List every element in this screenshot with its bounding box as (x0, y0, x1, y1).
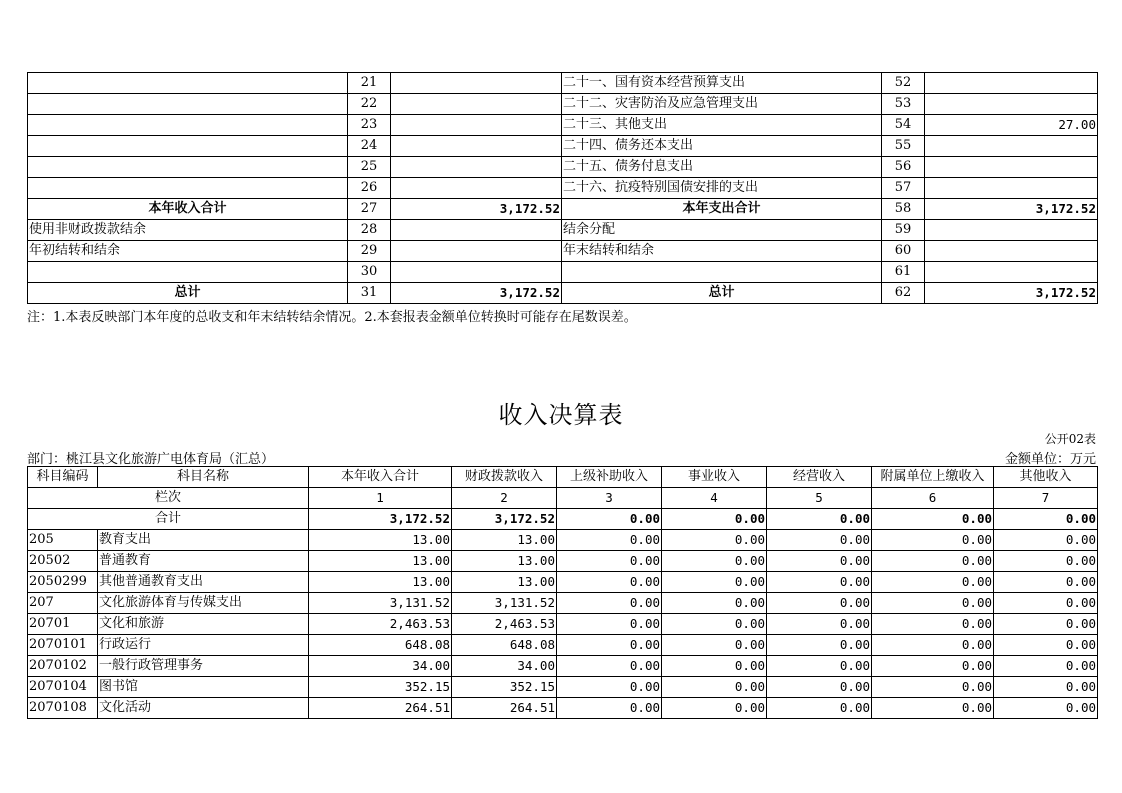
summary-row (28, 220, 1098, 241)
amount-cell: 0.00 (557, 572, 662, 593)
amount-cell: 0.00 (557, 530, 662, 551)
amount-cell: 0.00 (767, 572, 872, 593)
right-amount (925, 220, 1098, 241)
left-row-number: 25 (348, 157, 391, 178)
left-row-number: 23 (348, 115, 391, 136)
header-row (28, 467, 1098, 488)
amount-cell: 0.00 (767, 530, 872, 551)
account-name: 文化旅游体育与传媒支出 (98, 593, 309, 614)
left-amount (391, 94, 562, 115)
right-item-label: 总计 (562, 283, 882, 304)
amount-cell: 0.00 (994, 530, 1098, 551)
account-code: 207 (28, 593, 98, 614)
table-row (28, 635, 1098, 656)
amount-cell: 13.00 (309, 530, 452, 551)
table-note: 注：1.本表反映部门本年度的总收支和年末结转结余情况。2.本套报表金额单位转换时可能存在尾数误差。 (27, 310, 637, 325)
summary-row (28, 136, 1098, 157)
amount-cell: 0.00 (767, 614, 872, 635)
header-cell: 附属单位上缴收入 (872, 467, 994, 488)
right-item-label: 结余分配 (562, 220, 882, 241)
amount-cell: 0.00 (994, 677, 1098, 698)
right-amount: 3,172.52 (925, 283, 1098, 304)
right-row-number: 54 (882, 115, 925, 136)
summary-row (28, 283, 1098, 304)
summary-row (28, 178, 1098, 199)
left-row-number: 24 (348, 136, 391, 157)
header-cell: 财政拨款收入 (452, 467, 557, 488)
left-amount: 3,172.52 (391, 199, 562, 220)
left-amount (391, 136, 562, 157)
left-row-number: 21 (348, 73, 391, 94)
left-row-number: 27 (348, 199, 391, 220)
total-row (28, 509, 1098, 530)
left-row-number: 30 (348, 262, 391, 283)
amount-cell: 0.00 (557, 698, 662, 719)
amount-cell: 0.00 (872, 677, 994, 698)
header-cell: 科目名称 (98, 467, 309, 488)
income-expense-summary-table (27, 72, 1098, 304)
right-item-label (562, 262, 882, 283)
right-amount (925, 94, 1098, 115)
left-item-label (28, 115, 348, 136)
index-cell: 6 (872, 488, 994, 509)
header-cell: 事业收入 (662, 467, 767, 488)
amount-cell: 0.00 (557, 677, 662, 698)
right-row-number: 55 (882, 136, 925, 157)
table-row (28, 593, 1098, 614)
total-label: 合计 (28, 509, 309, 530)
summary-row (28, 73, 1098, 94)
amount-cell: 34.00 (452, 656, 557, 677)
right-amount (925, 73, 1098, 94)
table-row (28, 551, 1098, 572)
left-item-label (28, 94, 348, 115)
account-code: 2070108 (28, 698, 98, 719)
index-cell: 2 (452, 488, 557, 509)
left-amount (391, 220, 562, 241)
account-name: 一般行政管理事务 (98, 656, 309, 677)
table-row (28, 572, 1098, 593)
account-code: 20502 (28, 551, 98, 572)
amount-cell: 0.00 (994, 551, 1098, 572)
amount-cell: 0.00 (662, 656, 767, 677)
index-label: 栏次 (28, 488, 309, 509)
header-cell: 本年收入合计 (309, 467, 452, 488)
right-item-label: 年末结转和结余 (562, 241, 882, 262)
left-amount (391, 157, 562, 178)
amount-cell: 13.00 (452, 551, 557, 572)
amount-cell: 34.00 (309, 656, 452, 677)
income-table-body (28, 467, 1098, 719)
index-cell: 3 (557, 488, 662, 509)
amount-cell: 13.00 (452, 530, 557, 551)
account-code: 205 (28, 530, 98, 551)
department-label: 部门：桃江县文化旅游广电体育局（汇总） (27, 452, 275, 467)
account-code: 20701 (28, 614, 98, 635)
amount-cell: 0.00 (767, 656, 872, 677)
amount-cell: 13.00 (309, 572, 452, 593)
summary-row (28, 262, 1098, 283)
left-item-label (28, 136, 348, 157)
right-item-label: 二十三、其他支出 (562, 115, 882, 136)
right-amount (925, 262, 1098, 283)
total-cell: 3,172.52 (309, 509, 452, 530)
left-amount (391, 178, 562, 199)
right-item-label: 二十四、债务还本支出 (562, 136, 882, 157)
right-item-label: 二十一、国有资本经营预算支出 (562, 73, 882, 94)
amount-cell: 0.00 (662, 530, 767, 551)
account-name: 其他普通教育支出 (98, 572, 309, 593)
amount-cell: 0.00 (662, 677, 767, 698)
header-cell: 科目编码 (28, 467, 98, 488)
left-amount (391, 73, 562, 94)
amount-cell: 0.00 (872, 572, 994, 593)
account-name: 图书馆 (98, 677, 309, 698)
amount-unit-label: 金额单位：万元 (1004, 452, 1096, 467)
amount-cell: 0.00 (767, 593, 872, 614)
right-amount: 27.00 (925, 115, 1098, 136)
amount-cell: 0.00 (662, 551, 767, 572)
left-amount (391, 115, 562, 136)
right-item-label: 二十五、债务付息支出 (562, 157, 882, 178)
table-row (28, 530, 1098, 551)
left-row-number: 22 (348, 94, 391, 115)
left-item-label: 使用非财政拨款结余 (28, 220, 348, 241)
right-row-number: 61 (882, 262, 925, 283)
left-item-label: 本年收入合计 (28, 199, 348, 220)
left-item-label: 年初结转和结余 (28, 241, 348, 262)
right-amount (925, 157, 1098, 178)
index-cell: 7 (994, 488, 1098, 509)
left-row-number: 26 (348, 178, 391, 199)
account-code: 2050299 (28, 572, 98, 593)
amount-cell: 352.15 (452, 677, 557, 698)
right-item-label: 本年支出合计 (562, 199, 882, 220)
right-row-number: 57 (882, 178, 925, 199)
form-number: 公开02表 (1044, 432, 1096, 446)
amount-cell: 13.00 (452, 572, 557, 593)
amount-cell: 0.00 (767, 698, 872, 719)
account-name: 教育支出 (98, 530, 309, 551)
right-row-number: 59 (882, 220, 925, 241)
amount-cell: 0.00 (662, 572, 767, 593)
amount-cell: 0.00 (994, 635, 1098, 656)
summary-row (28, 199, 1098, 220)
summary-row (28, 94, 1098, 115)
total-cell: 0.00 (994, 509, 1098, 530)
amount-cell: 0.00 (557, 614, 662, 635)
amount-cell: 0.00 (557, 635, 662, 656)
amount-cell: 352.15 (309, 677, 452, 698)
account-name: 文化活动 (98, 698, 309, 719)
index-cell: 5 (767, 488, 872, 509)
amount-cell: 0.00 (557, 593, 662, 614)
account-name: 文化和旅游 (98, 614, 309, 635)
amount-cell: 0.00 (994, 614, 1098, 635)
summary-row (28, 157, 1098, 178)
left-row-number: 31 (348, 283, 391, 304)
account-code: 2070102 (28, 656, 98, 677)
account-code: 2070101 (28, 635, 98, 656)
amount-cell: 3,131.52 (452, 593, 557, 614)
amount-cell: 0.00 (872, 593, 994, 614)
left-item-label (28, 178, 348, 199)
amount-cell: 648.08 (309, 635, 452, 656)
index-cell: 4 (662, 488, 767, 509)
total-cell: 0.00 (557, 509, 662, 530)
amount-cell: 0.00 (872, 530, 994, 551)
total-cell: 0.00 (662, 509, 767, 530)
column-index-row (28, 488, 1098, 509)
amount-cell: 0.00 (557, 551, 662, 572)
total-cell: 3,172.52 (452, 509, 557, 530)
right-row-number: 53 (882, 94, 925, 115)
amount-cell: 0.00 (557, 656, 662, 677)
left-item-label (28, 157, 348, 178)
right-row-number: 62 (882, 283, 925, 304)
right-item-label: 二十六、抗疫特别国债安排的支出 (562, 178, 882, 199)
header-cell: 其他收入 (994, 467, 1098, 488)
table-row (28, 677, 1098, 698)
amount-cell: 0.00 (662, 593, 767, 614)
table-row (28, 614, 1098, 635)
amount-cell: 0.00 (872, 635, 994, 656)
amount-cell: 2,463.53 (452, 614, 557, 635)
right-row-number: 60 (882, 241, 925, 262)
right-amount (925, 241, 1098, 262)
header-cell: 上级补助收入 (557, 467, 662, 488)
summary-table-body (28, 73, 1098, 304)
amount-cell: 264.51 (452, 698, 557, 719)
amount-cell: 0.00 (662, 614, 767, 635)
amount-cell: 13.00 (309, 551, 452, 572)
amount-cell: 0.00 (662, 635, 767, 656)
right-amount (925, 136, 1098, 157)
account-code: 2070104 (28, 677, 98, 698)
amount-cell: 0.00 (872, 656, 994, 677)
amount-cell: 0.00 (872, 614, 994, 635)
table-row (28, 698, 1098, 719)
right-row-number: 58 (882, 199, 925, 220)
total-cell: 0.00 (767, 509, 872, 530)
amount-cell: 3,131.52 (309, 593, 452, 614)
left-item-label (28, 73, 348, 94)
amount-cell: 0.00 (994, 593, 1098, 614)
amount-cell: 0.00 (767, 635, 872, 656)
right-item-label: 二十二、灾害防治及应急管理支出 (562, 94, 882, 115)
right-amount: 3,172.52 (925, 199, 1098, 220)
page-title: 收入决算表 (498, 401, 624, 429)
table-row (28, 656, 1098, 677)
amount-cell: 264.51 (309, 698, 452, 719)
right-amount (925, 178, 1098, 199)
left-amount (391, 241, 562, 262)
right-row-number: 56 (882, 157, 925, 178)
total-cell: 0.00 (872, 509, 994, 530)
left-amount (391, 262, 562, 283)
amount-cell: 2,463.53 (309, 614, 452, 635)
amount-cell: 0.00 (872, 698, 994, 719)
left-row-number: 29 (348, 241, 391, 262)
header-cell: 经营收入 (767, 467, 872, 488)
account-name: 普通教育 (98, 551, 309, 572)
left-amount: 3,172.52 (391, 283, 562, 304)
index-cell: 1 (309, 488, 452, 509)
right-row-number: 52 (882, 73, 925, 94)
summary-row (28, 241, 1098, 262)
summary-row (28, 115, 1098, 136)
amount-cell: 0.00 (872, 551, 994, 572)
amount-cell: 0.00 (994, 656, 1098, 677)
amount-cell: 0.00 (994, 698, 1098, 719)
amount-cell: 0.00 (767, 551, 872, 572)
amount-cell: 0.00 (662, 698, 767, 719)
left-row-number: 28 (348, 220, 391, 241)
amount-cell: 0.00 (767, 677, 872, 698)
income-statement-table (27, 466, 1098, 719)
amount-cell: 0.00 (994, 572, 1098, 593)
left-item-label: 总计 (28, 283, 348, 304)
left-item-label (28, 262, 348, 283)
account-name: 行政运行 (98, 635, 309, 656)
amount-cell: 648.08 (452, 635, 557, 656)
